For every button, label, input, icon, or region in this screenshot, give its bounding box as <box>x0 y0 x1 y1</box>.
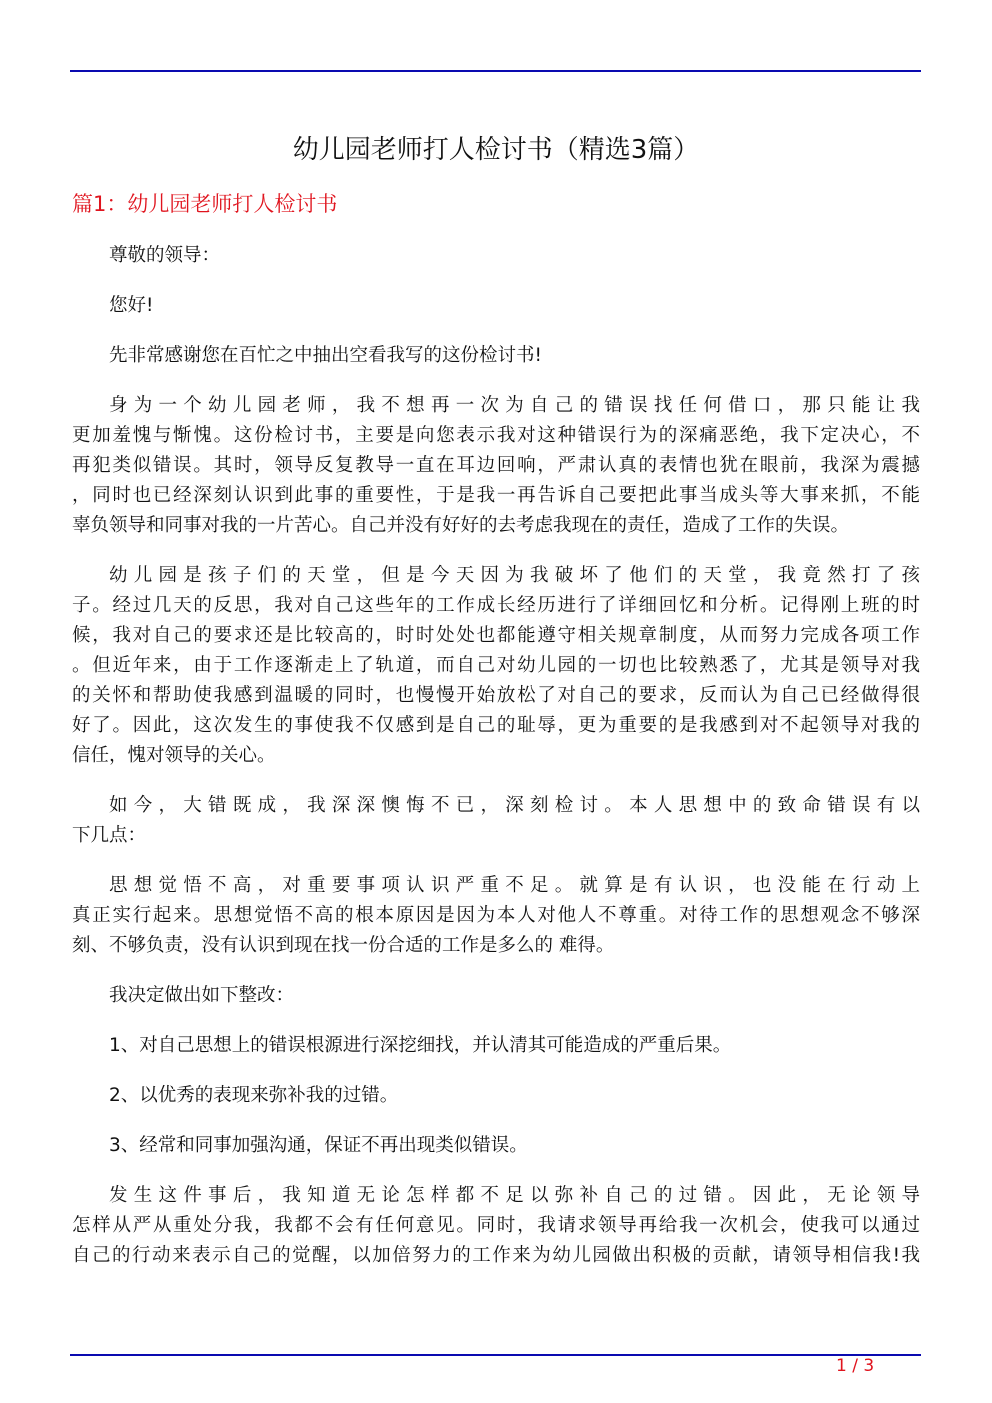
paragraph <box>72 791 920 851</box>
document-title: 幼儿园老师打人检讨书（精选3篇） <box>292 135 700 165</box>
text-line: 您好! <box>109 295 154 316</box>
page-number: 1 / 3 <box>836 1356 875 1376</box>
text-line: 再犯类似错误。其时，领导反复教导一直在耳边回响，严肃认真的表情也犹在眼前，我深为震撼 <box>72 455 920 476</box>
text-line: 候，我对自己的要求还是比较高的，时时处处也都能遵守相关规章制度，从而努力完成各项工作 <box>72 625 920 646</box>
paragraph <box>72 391 920 541</box>
text-line: 辜负领导和同事对我的一片苦心。自己并没有好好的去考虑我现在的责任，造成了工作的失误。 <box>72 515 850 536</box>
text-line: 幼儿园是孩子们的天堂，但是今天因为我破坏了他们的天堂，我竟然打了孩 <box>109 565 920 586</box>
paragraph <box>72 561 920 771</box>
text-line: 尊敬的领导： <box>109 245 221 266</box>
footer-rule <box>70 1354 921 1356</box>
text-line: 刻、不够负责，没有认识到现在找一份合适的工作是多么的 难得。 <box>72 935 615 956</box>
text-line: 子。经过几天的反思，我对自己这些年的工作成长经历进行了详细回忆和分析。记得刚上班的时 <box>72 595 920 616</box>
text-line: 3、经常和同事加强沟通，保证不再出现类似错误。 <box>109 1135 528 1156</box>
document-body <box>72 241 920 1291</box>
text-line: 2、以优秀的表现来弥补我的过错。 <box>109 1085 399 1106</box>
text-line: 身为一个幼儿园老师，我不想再一次为自己的错误找任何借口，那只能让我 <box>109 395 920 416</box>
text-line: 好了。因此，这次发生的事使我不仅感到是自己的耻辱，更为重要的是我感到对不起领导对我的 <box>72 715 920 736</box>
text-line: 。但近年来，由于工作逐渐走上了轨道，而自己对幼儿园的一切也比较熟悉了，尤其是领导对我 <box>72 655 920 676</box>
text-line: 思想觉悟不高，对重要事项认识严重不足。就算是有认识，也没能在行动上 <box>109 875 920 896</box>
text-line: 自己的行动来表示自己的觉醒，以加倍努力的工作来为幼儿园做出积极的贡献，请领导相信我!我 <box>72 1245 920 1266</box>
text-line: ，同时也已经深刻认识到此事的重要性，于是我一再告诉自己要把此事当成头等大事来抓，不能 <box>72 485 920 506</box>
text-line: 发生这件事后，我知道无论怎样都不足以弥补自己的过错。因此，无论领导 <box>109 1185 920 1206</box>
paragraph <box>72 291 920 321</box>
paragraph <box>72 981 920 1011</box>
text-line: 如今，大错既成，我深深懊悔不已，深刻检讨。本人思想中的致命错误有以 <box>109 795 920 816</box>
paragraph <box>72 1031 920 1061</box>
text-line: 怎样从严从重处分我，我都不会有任何意见。同时，我请求领导再给我一次机会，使我可以通过 <box>72 1215 920 1236</box>
text-line: 真正实行起来。思想觉悟不高的根本原因是因为本人对他人不尊重。对待工作的思想观念不够深 <box>72 905 920 926</box>
paragraph <box>72 1131 920 1161</box>
paragraph <box>72 871 920 961</box>
paragraph <box>72 1081 920 1111</box>
section-heading: 篇1：幼儿园老师打人检讨书 <box>72 192 338 216</box>
paragraph <box>72 1181 920 1271</box>
text-line: 更加羞愧与惭愧。这份检讨书，主要是向您表示我对这种错误行为的深痛恶绝，我下定决心，不 <box>72 425 920 446</box>
text-line: 1、对自己思想上的错误根源进行深挖细找，并认清其可能造成的严重后果。 <box>109 1035 732 1056</box>
text-line: 下几点： <box>72 825 147 846</box>
paragraph <box>72 241 920 271</box>
paragraph <box>72 341 920 371</box>
header-rule <box>70 70 921 72</box>
text-line: 我决定做出如下整改： <box>109 985 295 1006</box>
text-line: 先非常感谢您在百忙之中抽出空看我写的这份检讨书! <box>109 345 542 366</box>
text-line: 的关怀和帮助使我感到温暖的同时，也慢慢开始放松了对自己的要求，反而认为自己已经做得很 <box>72 685 920 706</box>
text-line: 信任，愧对领导的关心。 <box>72 745 276 766</box>
